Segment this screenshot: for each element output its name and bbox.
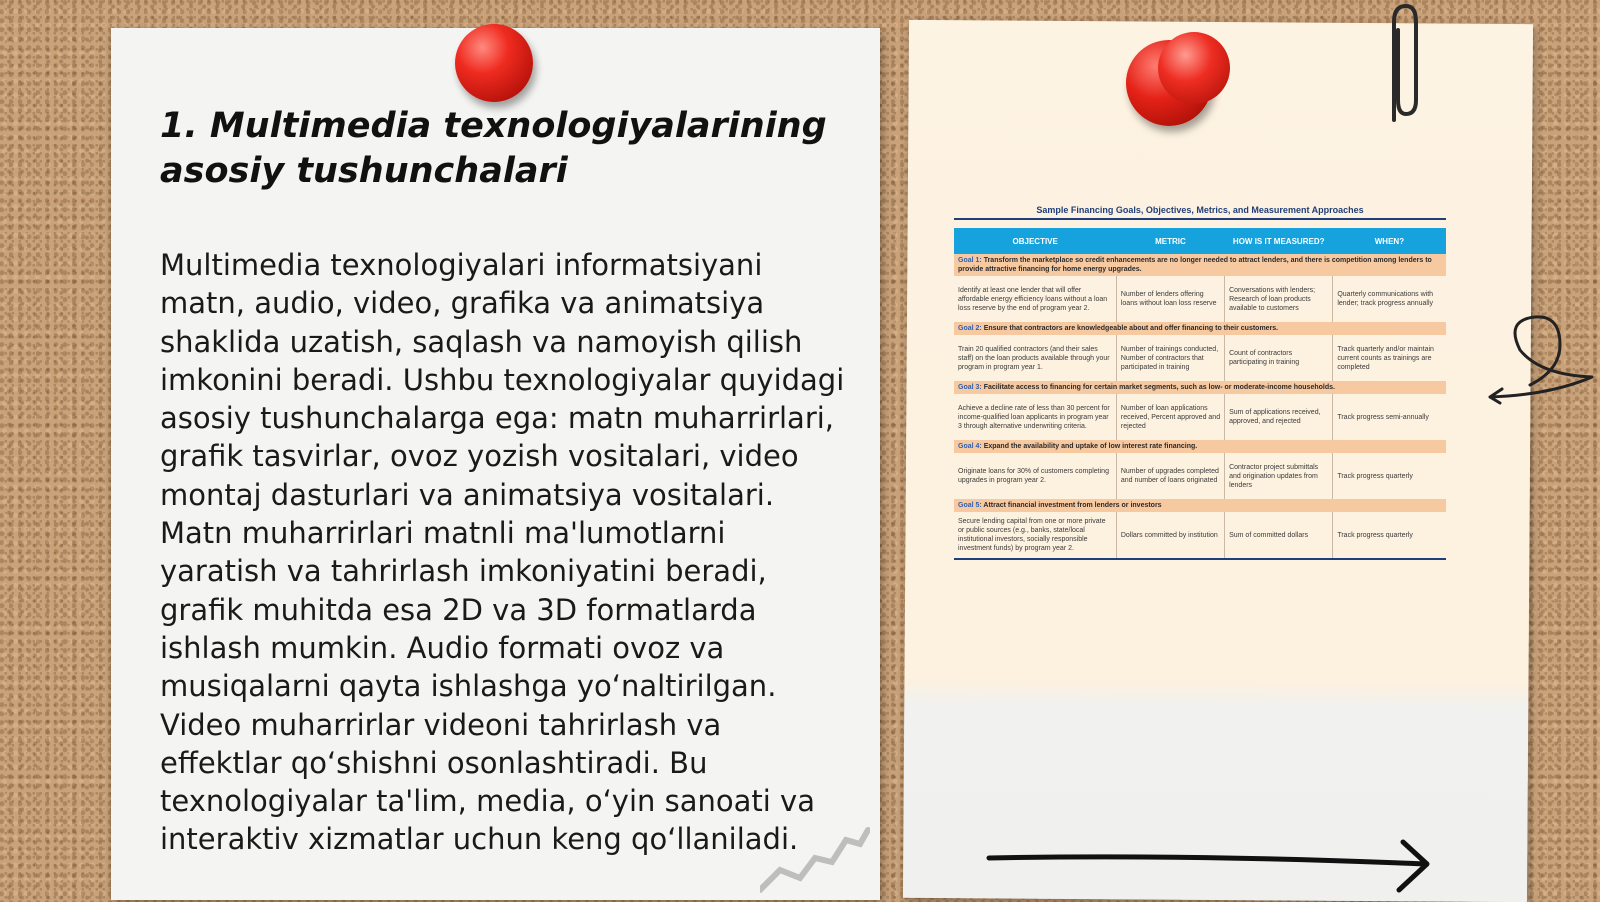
table-cell: Originate loans for 30% of customers completing upgrades in program year 2. (958, 468, 1109, 484)
goal-row (954, 254, 1446, 276)
goal-row (954, 381, 1446, 394)
table-row (954, 394, 1446, 440)
table-cell: Track quarterly and/or maintain current counts as trainings are completed (1333, 335, 1446, 381)
table-cell: Secure lending capital from one or more private or public sources (e.g., banks, state/local institutional investors, socially responsible investment funds) by program year 2. (954, 512, 1116, 559)
goal-label: Goal 3: (958, 384, 982, 391)
table-cell: Dollars committed by institution (1116, 512, 1224, 559)
goal-row (954, 322, 1446, 335)
table-row (954, 276, 1446, 322)
torn-paper-edge (760, 800, 870, 900)
squiggle-arrow-icon (1480, 315, 1595, 405)
goal-label: Goal 2: (958, 325, 982, 332)
table-cell: Train 20 qualified contractors (and their sales staff) on the loan products available through your program in program year 1. (958, 345, 1110, 371)
table-cell: Contractor project submittals and origination updates from lenders (1225, 453, 1333, 499)
table-cell: Number of trainings conducted, Number of contractors that participated in training (1116, 335, 1224, 381)
table-cell: Sum of committed dollars (1225, 512, 1333, 559)
embedded-document (954, 205, 1446, 560)
table-cell: Identify at least one lender that will offer affordable energy efficiency loans without a loan loss reserve by the end of program year 2. (958, 286, 1108, 312)
column-header: HOW IS IT MEASURED? (1225, 228, 1333, 254)
goal-label: Goal 4: (958, 443, 982, 450)
table-cell: Sum of applications received, approved, and rejected (1225, 394, 1333, 440)
table-row (954, 453, 1446, 499)
table-cell: Track progress quarterly (1333, 512, 1446, 559)
table-cell: Number of loan applications received, Percent approved and rejected (1116, 394, 1224, 440)
table-cell: Conversations with lenders; Research of loan products available to customers (1225, 276, 1333, 322)
table-row (954, 512, 1446, 559)
goal-label: Goal 5: (958, 502, 982, 509)
table-cell: Number of upgrades completed and number of loans originated (1116, 453, 1224, 499)
table-cell: Count of contractors participating in training (1225, 335, 1333, 381)
goal-text: Transform the marketplace so credit enhancements are no longer needed to attract lenders, and there is competition among lenders to provide attractive financing for home energy upgrades. (958, 257, 1432, 273)
table-cell: Number of lenders offering loans without loan loss reserve (1116, 276, 1224, 322)
goal-row (954, 440, 1446, 453)
table-cell: Track progress semi-annually (1333, 394, 1446, 440)
table-header-row (954, 228, 1446, 254)
column-header: METRIC (1116, 228, 1224, 254)
push-pin-icon (1158, 32, 1230, 104)
goal-text: Expand the availability and uptake of low interest rate financing. (983, 443, 1198, 450)
document-title: Sample Financing Goals, Objectives, Metrics, and Measurement Approaches (954, 205, 1446, 220)
column-header: OBJECTIVE (954, 228, 1116, 254)
goal-text: Ensure that contractors are knowledgeable about and offer financing to their customers. (983, 325, 1279, 332)
column-header: WHEN? (1333, 228, 1446, 254)
table-cell: Quarterly communications with lender; track progress annually (1333, 276, 1446, 322)
goal-row (954, 499, 1446, 512)
goal-label: Goal 1: (958, 257, 982, 264)
table-cell: Track progress quarterly (1333, 453, 1446, 499)
slide-body-text: Multimedia texnologiyalari informatsiyani matn, audio, video, grafika va animatsiya shaklida uzatish, saqlash va namoyish qilish imkonini beradi. Ushbu texnologiyalar quyidagi asosiy tushunchalarga ega: matn muharrirlari, grafik tasvirlar, ovoz yozish vositalari, video montaj dasturlari va animatsiya vositalari. Matn muharrirlari matnli ma'lumotlarni yaratish va tahrirlash imkoniyatini beradi, grafik muhitda esa 2D va 3D formatlarda ishlash mumkin. Audio formati ovoz va musiqalarni qayta ishlashga yo‘naltirilgan. Video muharrirlar videoni tahrirlash va effektlar qo‘shishni osonlashtiradi. Bu texnologiyalar ta'lim, media, o‘yin sanoati va interaktiv xizmatlar uchun keng qo‘llaniladi. (160, 248, 845, 857)
goal-text: Facilitate access to financing for certain market segments, such as low- or moderate-income households. (983, 384, 1335, 391)
right-arrow-icon (985, 838, 1445, 898)
financing-goals-table (954, 228, 1446, 560)
paper-clip-icon (1380, 0, 1420, 125)
slide-heading: 1. Multimedia texnologiyalarining asosiy tushunchalari (160, 106, 827, 191)
push-pin-icon (455, 24, 533, 102)
goal-text: Attract financial investment from lenders or investors (983, 502, 1162, 509)
table-row (954, 335, 1446, 381)
table-cell: Achieve a decline rate of less than 30 percent for income-qualified loan applicants in program year 3 through alternative underwriting criteria. (958, 404, 1110, 430)
